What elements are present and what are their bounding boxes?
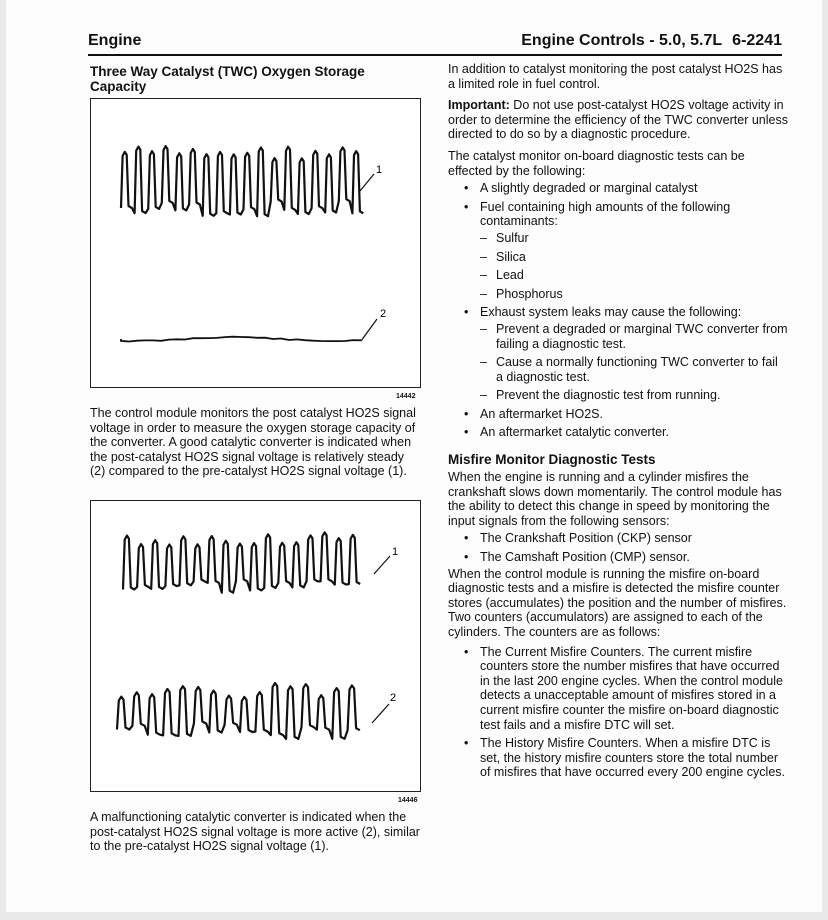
header-section: Engine — [88, 32, 142, 49]
list-item: • An aftermarket HO2S. — [464, 406, 603, 421]
figure-number-1: 14442 — [396, 393, 416, 400]
bullet-text: A slightly degraded or marginal catalyst — [480, 181, 698, 196]
sensors-list — [448, 531, 788, 564]
callout-1b: 1 — [392, 546, 399, 558]
counters-list — [448, 645, 788, 780]
waveform-diagram-2 — [91, 501, 420, 791]
list-item: • The History Misfire Counters. When a misfire DTC is set, the history misfire counters store the total number of misfires that have occurred every 200 engine cycles. — [464, 736, 786, 780]
header-subject: Engine Controls - 5.0, 5.7L — [521, 32, 723, 49]
pre-catalyst-waveform-2 — [123, 532, 360, 592]
section-title-twc: Three Way Catalyst (TWC) Oxygen Storage Capacity — [90, 64, 365, 94]
right-column — [448, 62, 788, 784]
list-item: – Phosphorus — [480, 286, 563, 301]
leader-line-3 — [374, 556, 390, 574]
paragraph-fuel-control: In addition to catalyst monitoring the post catalyst HO2S has a limited role in fuel control. — [448, 62, 783, 91]
list-item: – Silica — [480, 249, 526, 264]
list-item: • Fuel containing high amounts of the following contaminants: – Sulfur – Silica – Lead – Phosphorus — [448, 200, 788, 302]
dash-text: Prevent a degraded or marginal TWC converter from failing a diagnostic test. — [496, 321, 788, 351]
important-note — [448, 98, 788, 142]
bullet-text: The Crankshaft Position (CKP) sensor — [480, 531, 692, 546]
paragraph-twc-monitor: The control module monitors the post catalyst HO2S signal voltage in order to measure the oxygen storage capacity of the converter. A good catalytic converter is indicated when the post-catalyst HO2S signal voltage is relatively steady (2) compared to the pre-catalyst HO2S signal voltage (1). — [90, 406, 416, 479]
callout-2: 2 — [380, 308, 387, 320]
list-item: • An aftermarket catalytic converter. — [464, 425, 669, 440]
leader-line-1 — [360, 174, 374, 191]
list-item: • The Crankshaft Position (CKP) sensor — [464, 531, 692, 546]
post-catalyst-waveform — [121, 337, 361, 342]
leader-line-4 — [372, 704, 389, 723]
list-item: • A slightly degraded or marginal catalyst — [464, 181, 698, 196]
paragraph-effects: The catalyst monitor on-board diagnostic tests can be effected by the following: — [448, 148, 745, 178]
list-item: • The Current Misfire Counters. The current misfire counters store the number misfires that have occurred in the last 200 engine cycles. When the control module detects a unacceptable amount of misfires stored in a current misfire counter the misfire on-board diagnostic test fails and a misfire DTC will set. — [464, 644, 783, 732]
bullet-text: The Camshaft Position (CMP) sensor. — [480, 550, 690, 565]
bullet-text: An aftermarket HO2S. — [480, 406, 603, 421]
effects-list — [448, 181, 788, 440]
callout-2b: 2 — [390, 692, 397, 704]
dash-text: Phosphorus — [496, 286, 563, 301]
dash-text: Prevent the diagnostic test from running. — [496, 388, 721, 403]
list-item: • Exhaust system leaks may cause the following: – Prevent a degraded or marginal TWC converter from failing a diagnostic test. – Cause a normally functioning TWC converter to fail a diagnostic test. – Prevent the diagnostic test from running. — [464, 305, 788, 403]
header-title — [521, 32, 782, 50]
left-column — [90, 62, 426, 102]
bullet-text: The History Misfire Counters. When a misfire DTC is set, the history misfire counters store the total number of misfires that have occurred every 200 engine cycles. — [480, 736, 786, 780]
dash-text: Sulfur — [496, 230, 529, 245]
bullet-text: The Current Misfire Counters. The current misfire counters store the number misfires that have occurred in the last 200 engine cycles. When the control module detects a unacceptable amount of misfires stored in a current misfire counter the misfire on-board diagnostic test fails and a misfire DTC will set. — [480, 644, 783, 732]
dash-text: Silica — [496, 249, 526, 264]
paragraph-misfire: When the engine is running and a cylinder misfires the crankshaft slows down momentarily. The control module has the ability to detect this change in speed by monitoring the input signals from the following sensors: — [448, 470, 782, 528]
callout-1: 1 — [376, 164, 383, 176]
figure-bad-catalyst — [90, 500, 421, 792]
figure-number-2: 14446 — [398, 797, 418, 804]
document-page — [6, 0, 822, 912]
dash-text: Cause a normally functioning TWC converter to fail a diagnostic test. — [496, 355, 778, 384]
bullet-text: Fuel containing high amounts of the following contaminants: — [480, 199, 731, 229]
waveform-diagram-1 — [91, 99, 420, 387]
page-number: 6-2241 — [732, 32, 782, 49]
bullet-text: An aftermarket catalytic converter. — [480, 425, 669, 440]
important-label: Important: — [448, 98, 510, 113]
list-item: – Cause a normally functioning TWC converter to fail a diagnostic test. — [480, 355, 778, 384]
post-catalyst-waveform-2 — [117, 683, 360, 739]
paragraph-counters: When the control module is running the misfire on-board diagnostic tests and a misfire is detected the misfire counter stores (accumulates) the position and the number of misfires. Two counters (accumulators) are assigned to each of the cylinders. The counters are as follows: — [448, 566, 787, 639]
list-item: – Prevent the diagnostic test from running. — [480, 388, 721, 403]
leader-line-2 — [361, 319, 377, 341]
leak-effects-list — [480, 322, 788, 403]
bullet-text: Exhaust system leaks may cause the following: — [480, 305, 742, 320]
list-item: – Sulfur — [480, 230, 529, 245]
paragraph-malfunction: A malfunctioning catalytic converter is indicated when the post-catalyst HO2S signal voltage is more active (2), similar to the pre-catalyst HO2S signal voltage (1). — [90, 810, 420, 854]
section-title-misfire: Misfire Monitor Diagnostic Tests — [448, 452, 656, 468]
contaminants-list — [480, 231, 788, 301]
pre-catalyst-waveform — [121, 146, 363, 216]
page-header — [88, 32, 782, 56]
list-item: • The Camshaft Position (CMP) sensor. — [464, 550, 690, 565]
figure-good-catalyst — [90, 98, 421, 388]
important-text: Do not use post-catalyst HO2S voltage activity in order to determine the efficiency of the TWC converter unless directed to do so by a diagnostic procedure. — [448, 98, 788, 142]
list-item: – Prevent a degraded or marginal TWC converter from failing a diagnostic test. — [480, 321, 788, 351]
dash-text: Lead — [496, 268, 524, 283]
list-item: – Lead — [480, 268, 524, 283]
